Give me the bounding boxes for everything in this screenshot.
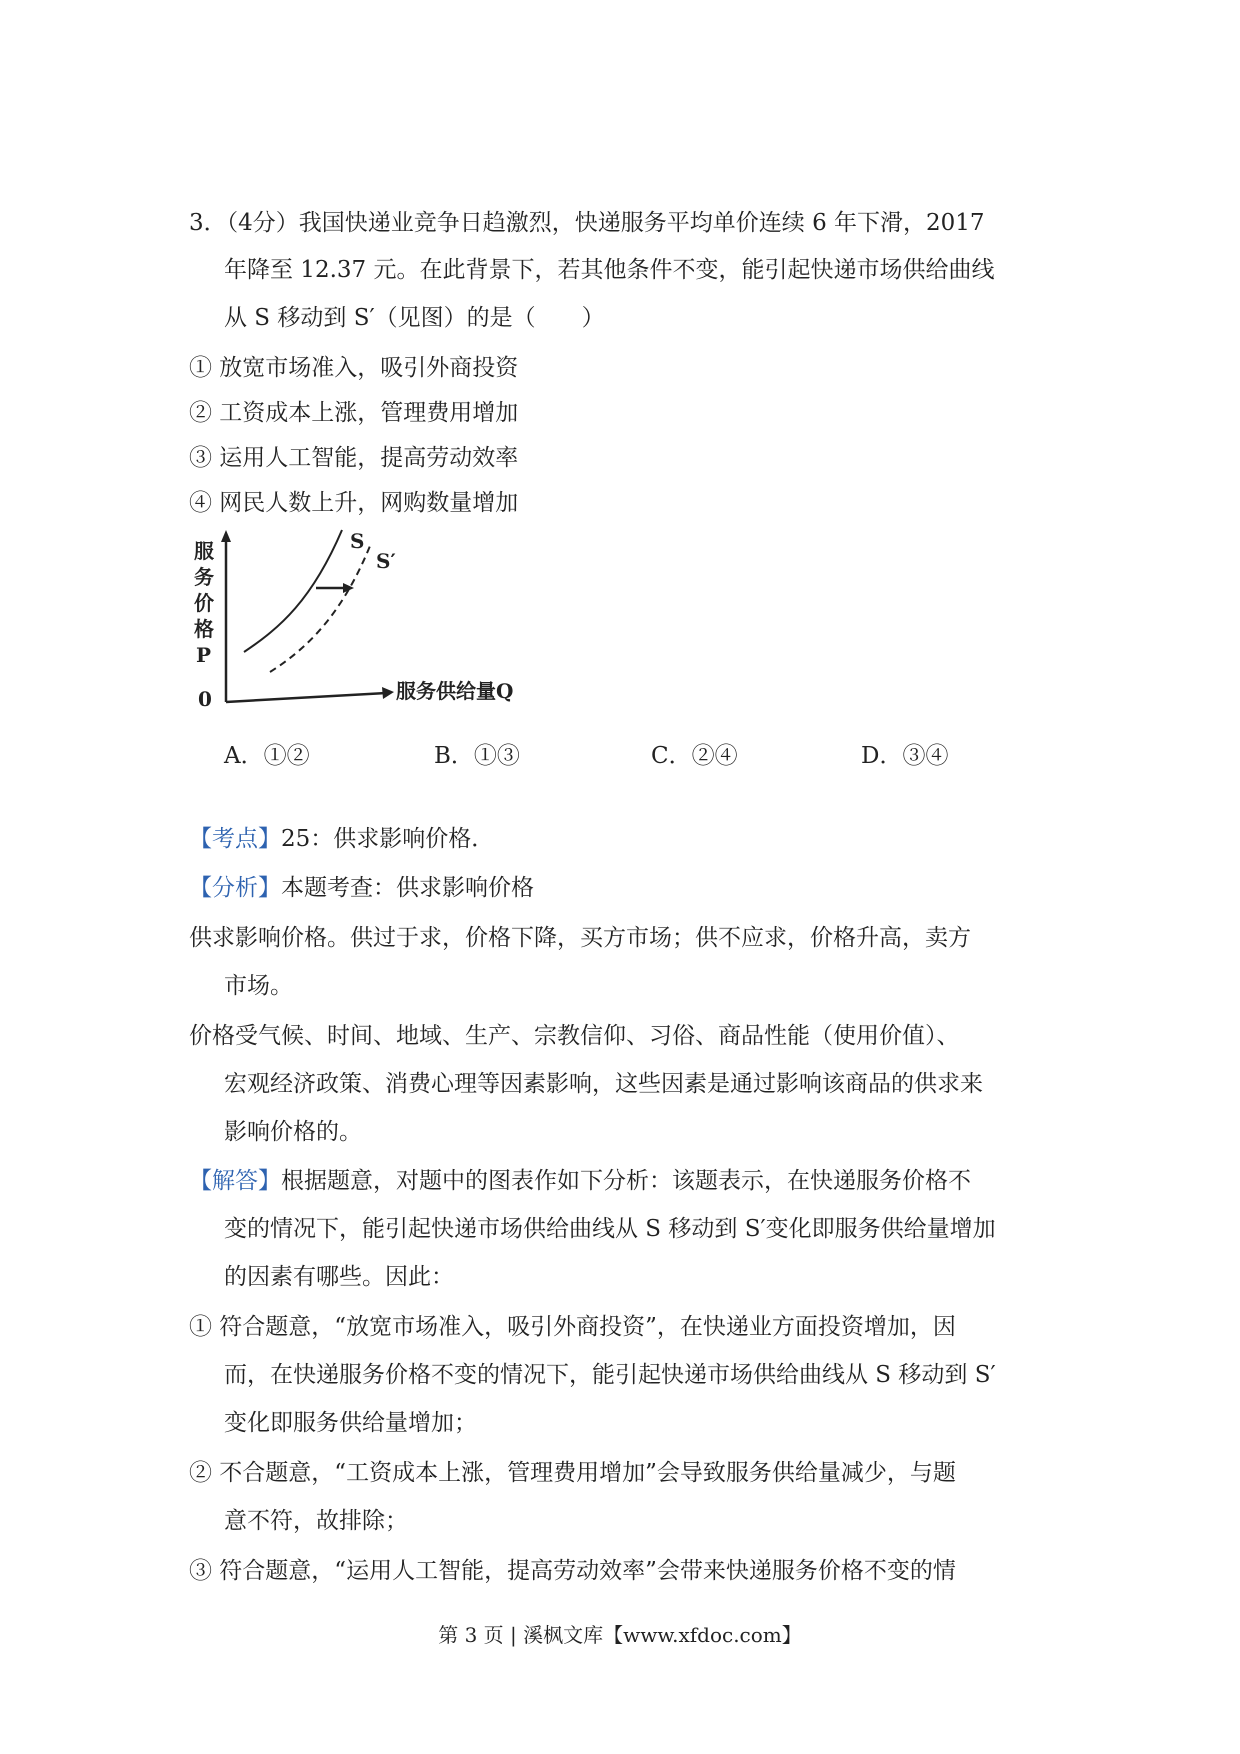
curve-s [244,530,342,652]
reason-1-line-3: 变化即服务供给量增加； [224,1410,477,1436]
question-stem-line-1: 3．（4分）我国快递业竞争日趋激烈，快递服务平均单价连续 6 年下滑，2017 [189,210,985,236]
y-axis-label-char: 价 [194,591,214,615]
fenxi-text: 本题考查：供求影响价格 [281,875,534,901]
choice-a: A．①② [224,743,310,769]
statement-option-3: ③ 运用人工智能，提高劳动效率 [189,445,519,471]
analysis-paragraph-2-line-2: 宏观经济政策、消费心理等因素影响，这些因素是通过影响该商品的供求来 [224,1071,983,1097]
analysis-paragraph-1-line-1: 供求影响价格。供过于求，价格下降，买方市场；供不应求，价格升高，卖方 [189,925,971,951]
jieda-text: 根据题意，对题中的图表作如下分析：该题表示，在快递服务价格不 [281,1168,971,1194]
x-axis-arrow-icon [382,687,394,699]
x-axis [226,693,386,702]
curve-s-label: S [350,529,365,553]
page-footer: 第 3 页 | 溪枫文库【www.xfdoc.com】 [438,1623,802,1647]
origin-label: 0 [198,687,212,711]
choice-b: B．①③ [434,743,520,769]
y-axis-label-char: P [196,643,212,667]
y-axis-label-char: 服 [194,539,214,563]
choice-c: C．②④ [651,743,738,769]
analysis-paragraph-2-line-3: 影响价格的。 [224,1119,362,1145]
kaodian-line [189,823,494,855]
jieda-line-2: 变的情况下，能引起快递市场供给曲线从 S 移动到 S′变化即服务供给量增加 [224,1216,996,1242]
reason-1-line-1: ① 符合题意，“放宽市场准入，吸引外商投资”，在快递业方面投资增加，因 [189,1314,956,1340]
analysis-paragraph-1-line-2: 市场。 [224,973,293,999]
y-axis-label-char: 格 [194,617,214,641]
jieda-line-3: 的因素有哪些。因此： [224,1264,454,1290]
analysis-paragraph-2-line-1: 价格受气候、时间、地域、生产、宗教信仰、习俗、商品性能（使用价值）、 [189,1023,960,1049]
jieda-tag: 【解答】 [189,1168,281,1194]
reason-1-line-2: 而，在快递服务价格不变的情况下，能引起快递市场供给曲线从 S 移动到 S′ [224,1362,996,1388]
question-stem-line-3: 从 S 移动到 S′（见图）的是（ ） [224,305,605,331]
y-axis-arrow-icon [221,530,231,542]
kaodian-tag: 【考点】 [189,826,281,852]
supply-curve-figure [190,528,550,718]
fenxi-line [189,872,534,904]
fenxi-tag: 【分析】 [189,875,281,901]
curve-s-prime [270,546,370,672]
y-axis-label-char: 务 [194,565,214,589]
statement-option-2: ② 工资成本上涨，管理费用增加 [189,400,519,426]
kaodian-text: 25：供求影响价格． [281,826,495,852]
reason-2-line-2: 意不符，故排除； [224,1508,408,1534]
choice-d: D．③④ [861,743,949,769]
reason-2-line-1: ② 不合题意，“工资成本上涨，管理费用增加”会导致服务供给量减少，与题 [189,1460,956,1486]
reason-3-line-1: ③ 符合题意，“运用人工智能，提高劳动效率”会带来快递服务价格不变的情 [189,1558,956,1584]
statement-option-1: ① 放宽市场准入，吸引外商投资 [189,355,519,381]
curve-s-prime-label: S′ [376,549,396,573]
jieda-line-1 [189,1165,971,1197]
statement-option-4: ④ 网民人数上升，网购数量增加 [189,490,519,516]
question-stem-line-2: 年降至 12.37 元。在此背景下，若其他条件不变，能引起快递市场供给曲线 [224,257,995,283]
x-axis-label: 服务供给量Q [396,679,514,703]
